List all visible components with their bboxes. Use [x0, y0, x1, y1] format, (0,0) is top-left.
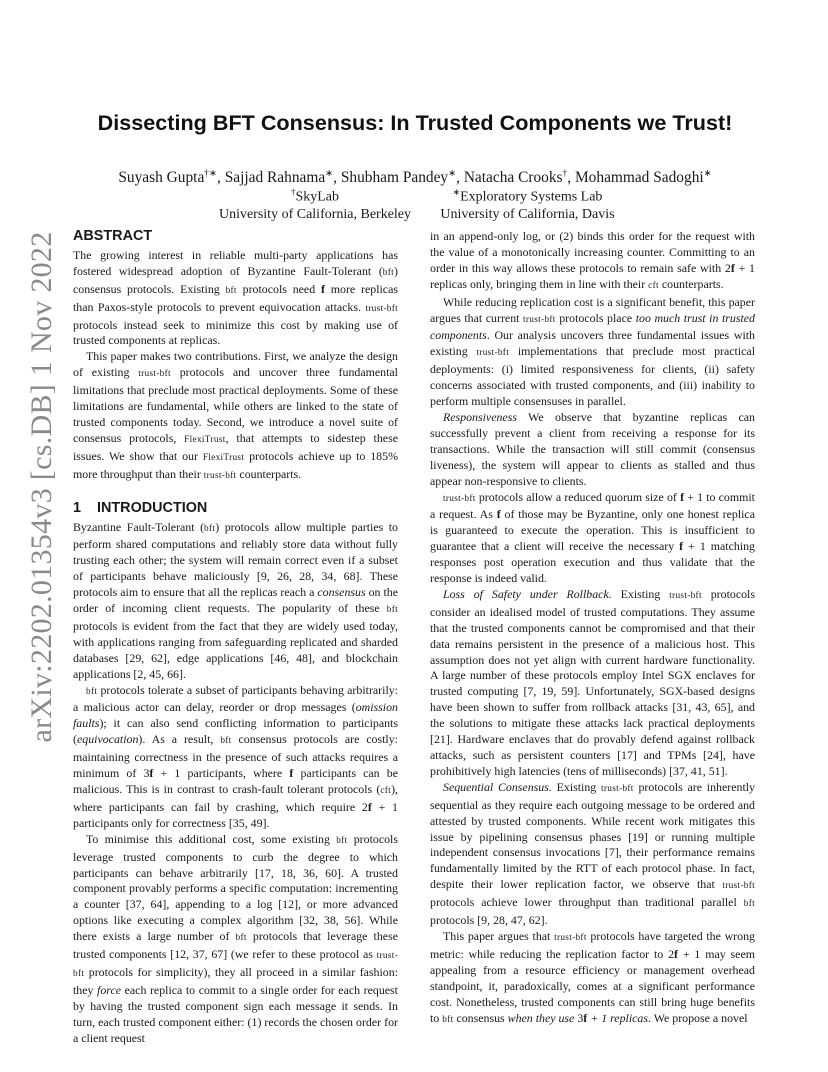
abstract-paragraph: The growing interest in reliable multi-party applications has fostered widespread adoption of Byzantine Fault-Tolerant (bft) consensus protocols. Existing bft protocols need f more replicas than Paxos-style protocols to prevent equivocation attacks. trust-bft protocols instead seek to minimize this cost by making use of trusted components at replicas.: [73, 247, 398, 348]
author: Shubham Pandey: [340, 169, 449, 187]
affiliation-mark: ∗: [452, 187, 461, 197]
author-mark: †: [562, 169, 568, 179]
author: Mohammad Sadoghi: [575, 169, 704, 187]
affiliation-university: University of California, Davis: [440, 206, 615, 222]
arxiv-identifier[interactable]: arXiv:2202.01354v3 [cs.DB] 1 Nov 2022: [25, 231, 58, 743]
affiliation-lab: Exploratory Systems Lab: [460, 189, 603, 205]
body-paragraph: While reducing replication cost is a significant benefit, this paper argues that current trust-bft protocols place too much trust in trusted components. Our analysis uncovers three fundamental issues with existing trust-bft implementations that preclude most practical deployments: (i) limited responsiveness for clients, (ii) safety concerns associated with trusted components, and (iii) inability to perform multiple consensuses in parallel.: [430, 294, 755, 409]
left-column: [73, 229, 398, 1047]
author-list: Suyash Gupta†∗, Sajjad Rahnama∗, Shubham Pandey∗, Natacha Crooks†, Mohammad Sadoghi∗: [118, 169, 712, 187]
body-paragraph: Loss of Safety under Rollback. Existing trust-bft protocols consider an idealised model of trusted computations. They assume that the trusted components cannot be compromised and that their data remains persistent in the presence of a malicious host. This assumption does not yet align with current hardware functionality. A large number of these protocols employ Intel SGX enclaves for trusted computing [7, 19, 59]. Unfortunately, SGX-based designs have been shown to suffer from rollback attacks [31, 43, 65], and the solutions to mitigate these attacks lack practical deployments [21]. Hardware enclaves that do provably defend against rollback attacks, such as persistent counters [17] and TPMs [24], have prohibitively high latencies (tens of milliseconds) [37, 41, 51].: [430, 586, 755, 778]
arxiv-stamp: [18, 231, 66, 743]
affiliation-davis: [430, 184, 625, 223]
affiliation-lab: SkyLab: [295, 189, 340, 205]
right-column: [430, 229, 755, 1028]
body-paragraph: bft protocols tolerate a subset of participants behaving arbitrarily: a malicious actor can delay, reorder or drop messages (omission faults); it can also send conflicting information to participants (equivocation). As a result, bft consensus protocols are costly: maintaining correctness in the presence of such attacks requires a minimum of 3f + 1 participants, where f participants can be malicious. This is in contrast to crash-fault tolerant protocols (cft), where participants can fail by crashing, which require 2f + 1 participants only for correctness [35, 49].: [73, 682, 398, 830]
abstract-paragraph: This paper makes two contributions. First, we analyze the design of existing trust-bft protocols and uncover three fundamental limitations that preclude most practical deployments. Some of these limitations are fundamental, while others are linked to the state of trusted components today. Second, we introduce a novel suite of consensus protocols, FlexiTrust, that attempts to sidestep these issues. We show that our FlexiTrust protocols achieve up to 185% more throughput than their trust-bft counterparts.: [73, 349, 398, 481]
abstract-heading: ABSTRACT: [73, 228, 153, 244]
author: Suyash Gupta: [118, 169, 205, 187]
body-paragraph: trust-bft protocols allow a reduced quorum size of f + 1 to commit a request. As f of those may be Byzantine, only one honest replica is guaranteed to execute the operation. This is insufficient to guarantee that a client will receive the necessary f + 1 matching responses post operation execution and thus validate that the response is indeed valid.: [430, 489, 755, 586]
body-paragraph: Byzantine Fault-Tolerant (bft) protocols allow multiple parties to perform shared computations and reliably store data without fully trusting each other; the system will remain correct even if a subset of participants behave maliciously [9, 26, 28, 34, 68]. These protocols aim to ensure that all the replicas reach a consensus on the order of incoming client requests. The popularity of these bft protocols is evident from the fact that they are widely used today, with applications ranging from safeguarding replicated and sharded databases [29, 62], edge applications [46, 48], and blockchain applications [2, 45, 66].: [73, 519, 398, 681]
affiliation-berkeley: [210, 184, 420, 223]
body-paragraph: To minimise this additional cost, some existing bft protocols leverage trusted components to curb the degree to which participants can behave arbitrarily [17, 18, 36, 60]. A trusted component provably performs a specific computation: incrementing a counter [37, 64], appending to a log [12], or more advanced options like executing a complex algorithm [32, 38, 56]. While there exists a large number of bft protocols that leverage these trusted components [12, 37, 67] (we refer to these protocol as trust-bft protocols for simplicity), they all proceed in a similar fashion: they force each replica to commit to a single order for each request by having the trusted component sign each message it sends. In turn, each trusted component either: (1) records the chosen order for a client request: [73, 831, 398, 1045]
affiliation-university: University of California, Berkeley: [218, 206, 412, 222]
body-paragraph: Responsiveness We observe that byzantine replicas can successfully prevent a client from receiving a response for its transactions. While the transaction will still commit (consensus liveness), the system will appear to clients as stalled and thus appear non-responsive to clients.: [430, 409, 755, 488]
body-paragraph: Sequential Consensus. Existing trust-bft protocols are inherently sequential as they require each outgoing message to be ordered and attested by trusted components. While recent work mitigates this issue by pipelining consensus phases [19] or running multiple independent consensus invocations [7], their performance remains fundamentally limited by the RTT of each protocol phase. In fact, despite their lower replication factor, we observe that trust-bft protocols achieve lower throughput than traditional parallel bft protocols [9, 28, 47, 62].: [430, 779, 755, 928]
body-paragraph: in an append-only log, or (2) binds this order for the request with the value of a monotonically increasing counter. Committing to an order in this way allows these protocols to remain safe with 2f + 1 replicas only, bringing them in line with their cft counterparts.: [430, 229, 755, 291]
author-mark: ∗: [703, 169, 712, 179]
introduction-heading: 1 INTRODUCTION: [73, 499, 208, 516]
paper-title: Dissecting BFT Consensus: In Trusted Components we Trust!: [97, 110, 733, 135]
author: Sajjad Rahnama: [224, 169, 326, 187]
body-paragraph: This paper argues that trust-bft protocols have targeted the wrong metric: while reducing the replication factor to 2f + 1 may seem appealing from a resource efficiency or management overhead standpoint, it, paradoxically, comes at a significant performance cost. Nonetheless, trusted components can still bring huge benefits to bft consensus when they use 3f + 1 replicas. We propose a novel: [430, 928, 755, 1025]
author-mark: ∗: [325, 169, 334, 179]
affiliation-mark: †: [290, 187, 296, 197]
author: Natacha Crooks: [463, 169, 563, 187]
section-number: 1: [73, 499, 82, 516]
author-mark: †∗: [204, 169, 218, 179]
author-mark: ∗: [448, 169, 457, 179]
